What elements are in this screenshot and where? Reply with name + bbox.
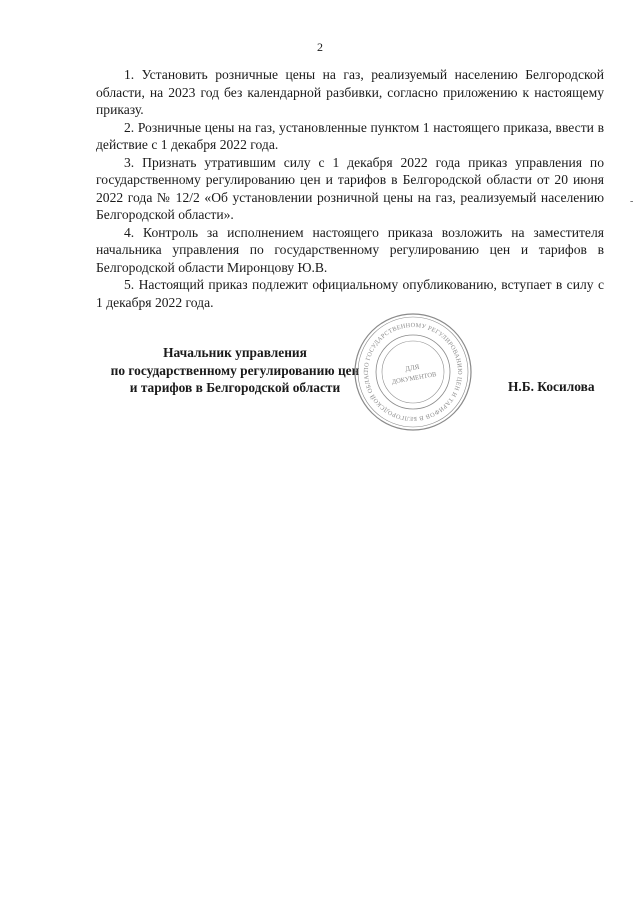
signatory-title [100, 344, 370, 397]
official-stamp [353, 312, 473, 432]
stamp-seal-graphic [353, 312, 473, 432]
paragraph-5: 5. Настоящий приказ подлежит официальному опубликованию, вступает в силу с 1 декабря 2022 года. [96, 277, 604, 310]
signatory-title-line-3: и тарифов в Белгородской области [129, 380, 341, 395]
signatory-title-line-2: по государственному регулированию цен [110, 362, 360, 378]
stamp-center-line-1: ДЛЯ [404, 362, 420, 374]
paragraph-4: 4. Контроль за исполнением настоящего приказа возложить на заместителя начальника управления по государственному регулированию цен и тарифов в Белгородской области Миронцову Ю.В. [96, 224, 604, 275]
paragraph-1: 1. Установить розничные цены на газ, реализуемый населению Белгородской области, на 2023 год без календарной разбивки, согласно приложению к настоящему приказу. [96, 67, 604, 117]
paragraph-2: 2. Розничные цены на газ, установленные пунктом 1 настоящего приказа, ввести в действие с 1 декабря 2022 года. [96, 119, 604, 152]
page-number: 2 [317, 40, 323, 54]
signatory-title-line-1: Начальник управления [163, 345, 307, 360]
order-body [96, 66, 604, 311]
signatory-name: Н.Б. Косилова [508, 379, 595, 394]
margin-mark: - [630, 196, 634, 207]
stamp-ring-text: ПО ГОСУДАРСТВЕННОМУ РЕГУЛИРОВАНИЮ ЦЕН И ТАРИФОВ В БЕЛГОРОДСКОЙ ОБЛАС [362, 321, 464, 423]
paragraph-3: 3. Признать утратившим силу с 1 декабря 2022 года приказ управления по государственному регулированию цен и тарифов в Белгородской области от 20 июня 2022 года № 12/2 «Об установлении розничной цены на газ, реализуемый населению Белгородской области». [96, 154, 604, 222]
stamp-center-line-2: ДОКУМЕНТОВ [391, 371, 438, 386]
